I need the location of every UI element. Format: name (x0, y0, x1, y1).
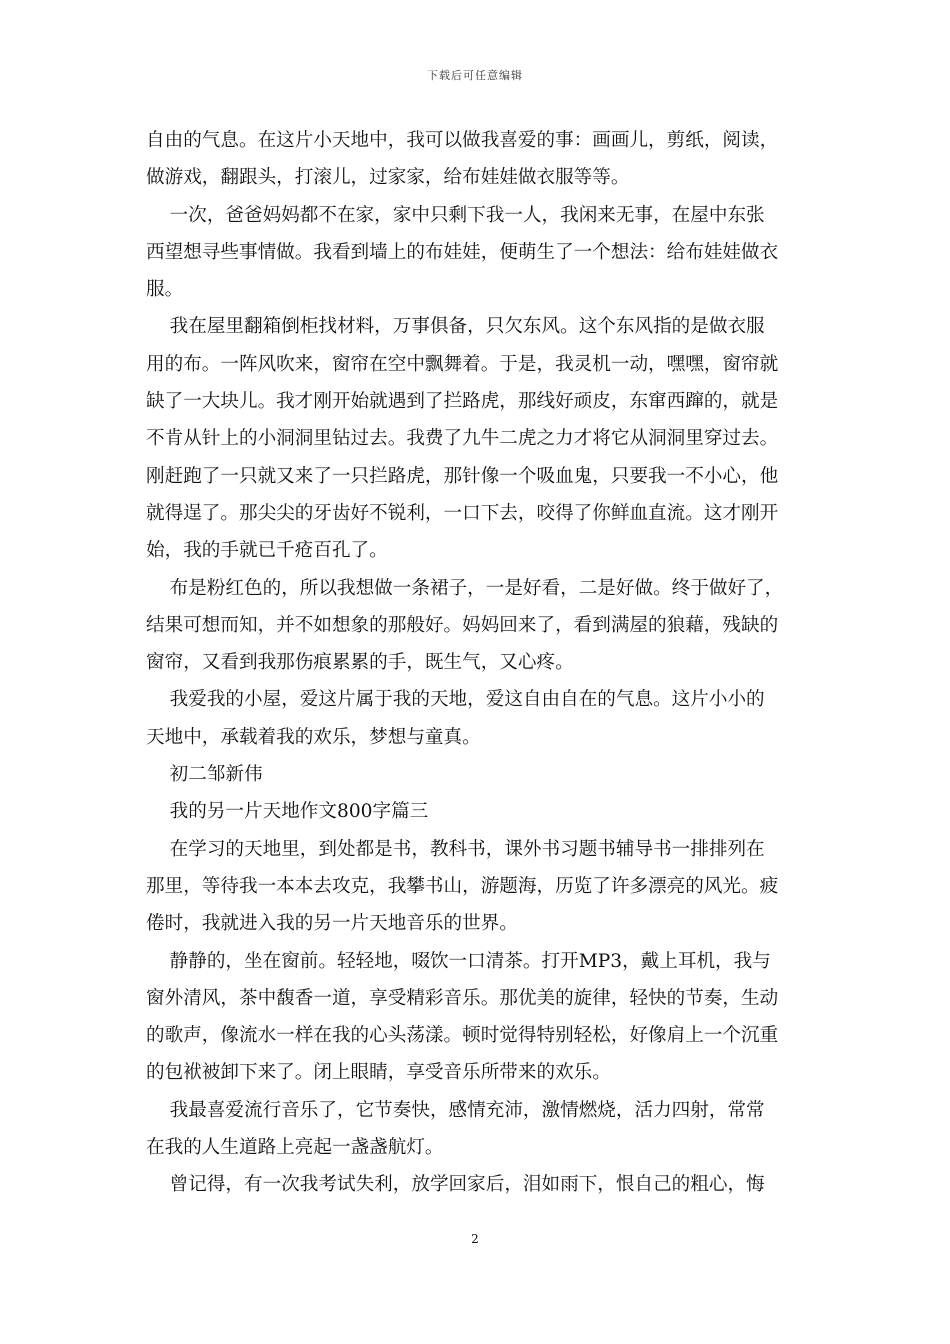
text-line: 布是粉红色的，所以我想做一条裙子，一是好看，二是好做。终于做好了， (146, 577, 784, 599)
text-line: 就得逞了。那尖尖的牙齿好不锐利，一口下去，咬得了你鲜血直流。这才刚开 (146, 502, 779, 524)
body-text (146, 122, 810, 1204)
text-line: 曾记得，有一次我考试失利，放学回家后，泪如雨下，恨自己的粗心，悔 (146, 1174, 765, 1196)
text-line: 用的布。一阵风吹来，窗帘在空中飘舞着。于是，我灵机一动，嘿嘿，窗帘就 (146, 353, 779, 375)
text-line: 缺了一大块儿。我才刚开始就遇到了拦路虎，那线好顽皮，东窜西蹿的，就是 (146, 391, 779, 413)
text-line: 做游戏，翻跟头，打滚儿，过家家，给布娃娃做衣服等等。 (146, 167, 630, 189)
text-line: 我最喜爱流行音乐了，它节奏快，感情充沛，激情燃烧，活力四射，常常 (146, 1099, 765, 1121)
text-line: 那里，等待我一本本去攻克，我攀书山，游题海，历览了许多漂亮的风光。疲 (146, 875, 779, 897)
text-line: 的歌声，像流水一样在我的心头荡漾。顿时觉得特别轻松，好像肩上一个沉重 (146, 1025, 779, 1047)
text-line: 天地中，承载着我的欢乐，梦想与童真。 (146, 726, 481, 748)
text-line: 始，我的手就已千疮百孔了。 (146, 540, 388, 562)
text-line: 我在屋里翻箱倒柜找材料，万事俱备，只欠东风。这个东风指的是做衣服 (146, 316, 765, 338)
author-line: 初二邹新伟 (146, 764, 263, 786)
text-line: 西望想寻些事情做。我看到墙上的布娃娃，便萌生了一个想法：给布娃娃做衣 (146, 241, 779, 263)
text-line: 自由的气息。在这片小天地中，我可以做我喜爱的事：画画儿，剪纸，阅读， (146, 130, 779, 151)
text-line: 一次，爸爸妈妈都不在家，家中只剩下我一人，我闲来无事，在屋中东张 (146, 204, 765, 226)
header-note: 下载后可任意编辑 (427, 69, 523, 82)
text-line: 窗外清风，茶中馥香一道，享受精彩音乐。那优美的旋律，轻快的节奏，生动 (146, 987, 779, 1009)
page-number: 2 (471, 1232, 479, 1246)
text-line: 刚赶跑了一只就又来了一只拦路虎，那针像一个吸血鬼，只要我一不小心，他 (146, 465, 779, 487)
text-line: 在我的人生道路上亮起一盏盏航灯。 (146, 1137, 444, 1159)
text-line: 不肯从针上的小洞洞里钻过去。我费了九牛二虎之力才将它从洞洞里穿过去。 (146, 428, 779, 450)
text-line: 静静的，坐在窗前。轻轻地，啜饮一口清茶。打开MP3，戴上耳机，我与 (146, 950, 771, 972)
text-line: 窗帘，又看到我那伤痕累累的手，既生气，又心疼。 (146, 652, 574, 674)
text-line: 倦时，我就进入我的另一片天地音乐的世界。 (146, 913, 518, 935)
text-line: 结果可想而知，并不如想象的那般好。妈妈回来了，看到满屋的狼藉，残缺的 (146, 614, 779, 636)
text-line: 我爱我的小屋，爱这片属于我的天地，爱这自由自在的气息。这片小小的 (146, 689, 765, 711)
text-line: 服。 (146, 279, 184, 301)
text-line: 的包袱被卸下来了。闭上眼睛，享受音乐所带来的欢乐。 (146, 1062, 611, 1084)
section-title: 我的另一片天地作文800字篇三 (146, 801, 429, 823)
text-line: 在学习的天地里，到处都是书，教科书，课外书习题书辅导书一排排列在 (146, 838, 765, 860)
